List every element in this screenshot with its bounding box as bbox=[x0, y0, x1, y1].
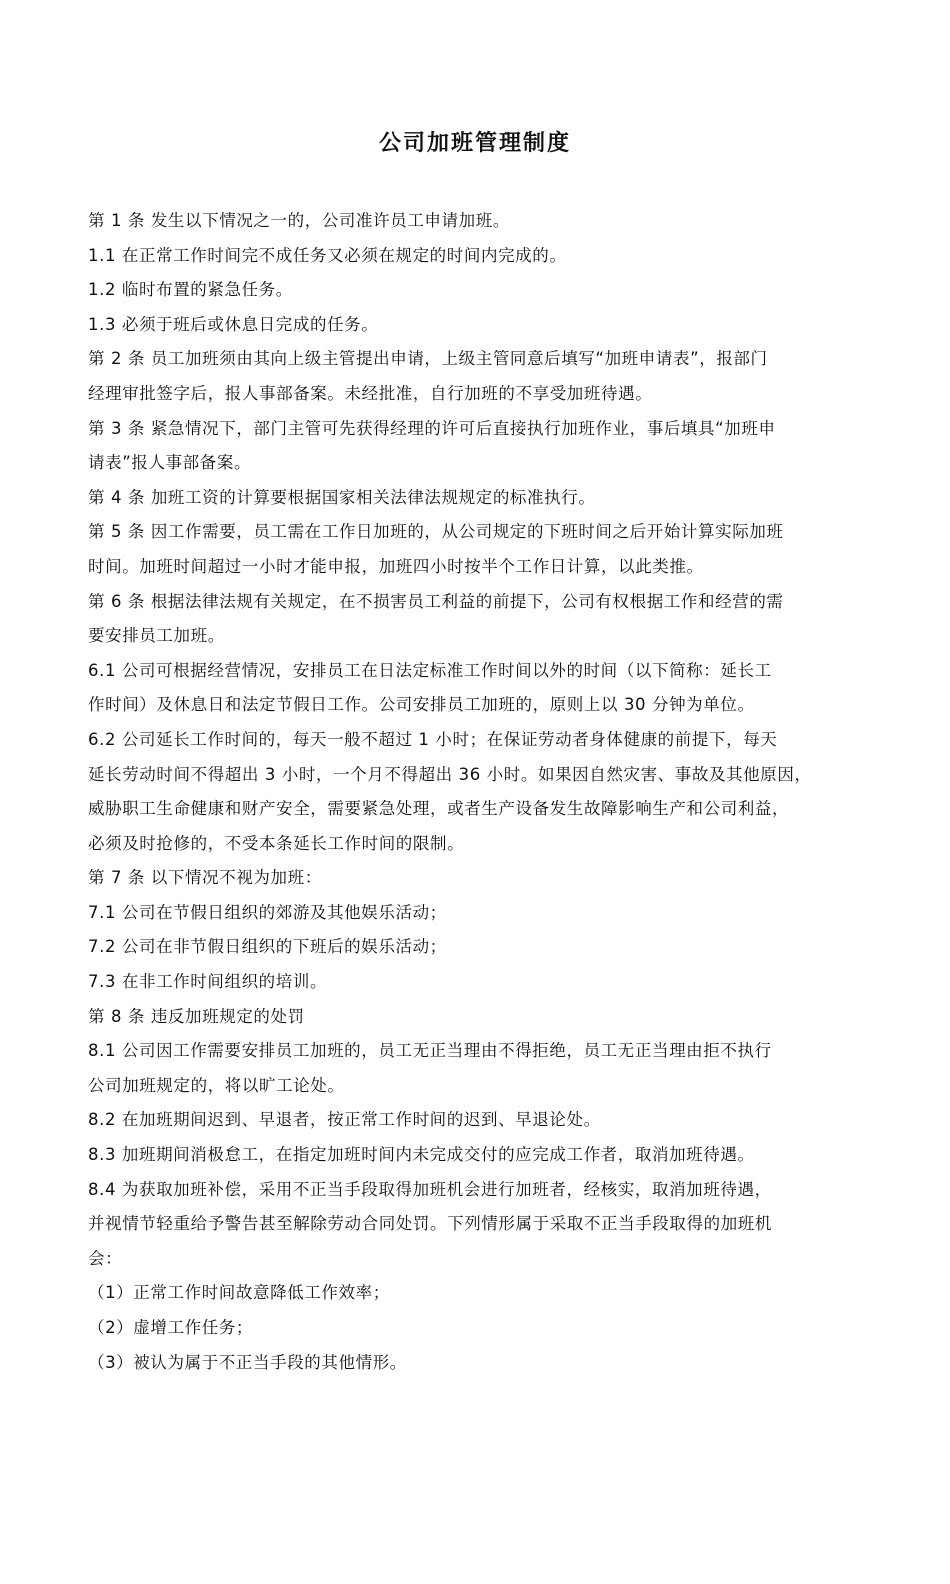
text-line: 1.2 临时布置的紧急任务。 bbox=[88, 280, 293, 300]
text-line: 第 4 条 加班工资的计算要根据国家相关法律法规规定的标准执行。 bbox=[88, 487, 596, 507]
text-line: 第 1 条 发生以下情况之一的，公司准许员工申请加班。 bbox=[88, 211, 510, 230]
text-line: 威胁职工生命健康和财产安全，需要紧急处理，或者生产设备发生故障影响生产和公司利益， bbox=[88, 799, 790, 819]
document-title: 公司加班管理制度 bbox=[378, 131, 571, 156]
text-line: 第 2 条 员工加班须由其向上级主管提出申请，上级主管同意后填写“加班申请表”，报部门 bbox=[88, 349, 768, 369]
text-line: 6.1 公司可根据经营情况，安排员工在日法定标准工作时间以外的时间（以下简称：延长工 bbox=[88, 660, 772, 680]
text-line: 公司加班规定的，将以旷工论处。 bbox=[88, 1075, 345, 1095]
text-line: 8.3 加班期间消极怠工，在指定加班时间内未完成交付的应完成工作者，取消加班待遇。 bbox=[88, 1145, 755, 1165]
text-line: 第 5 条 因工作需要，员工需在工作日加班的，从公司规定的下班时间之后开始计算实际加班 bbox=[88, 522, 784, 542]
text-line: 8.1 公司因工作需要安排员工加班的，员工无正当理由不得拒绝，员工无正当理由拒不执行 bbox=[88, 1041, 772, 1061]
text-line: 经理审批签字后，报人事部备案。未经批准，自行加班的不享受加班待遇。 bbox=[88, 383, 653, 403]
text-line: 并视情节轻重给予警告甚至解除劳动合同处罚。下列情形属于采取不正当手段取得的加班机 bbox=[88, 1214, 772, 1234]
text-line: 作时间）及休息日和法定节假日工作。公司安排员工加班的，原则上以 30 分钟为单位。 bbox=[88, 695, 755, 715]
text-line: 延长劳动时间不得超出 3 小时，一个月不得超出 36 小时。如果因自然灾害、事故及其他原因， bbox=[88, 764, 812, 784]
text-line: 1.1 在正常工作时间完不成任务又必须在规定的时间内完成的。 bbox=[88, 245, 567, 265]
text-line: 请表”报人事部备案。 bbox=[88, 453, 252, 473]
text-line: 7.2 公司在非节假日组织的下班后的娱乐活动； bbox=[88, 937, 447, 957]
text-line: （2）虚增工作任务； bbox=[88, 1318, 253, 1337]
text-line: 7.3 在非工作时间组织的培训。 bbox=[88, 972, 328, 992]
text-line: （1）正常工作时间故意降低工作效率； bbox=[88, 1283, 390, 1303]
text-line: 6.2 公司延长工作时间的，每天一般不超过 1 小时；在保证劳动者身体健康的前提下，每天 bbox=[88, 729, 778, 749]
text-line: 必须及时抢修的，不受本条延长工作时间的限制。 bbox=[88, 833, 465, 853]
document-body bbox=[88, 204, 878, 1380]
text-line: 第 8 条 违反加班规定的处罚 bbox=[88, 1006, 305, 1026]
text-line: 要安排员工加班。 bbox=[88, 626, 225, 646]
text-line: 8.4 为获取加班补偿，采用不正当手段取得加班机会进行加班者，经核实，取消加班待遇， bbox=[88, 1179, 772, 1199]
text-line: 第 7 条 以下情况不视为加班： bbox=[88, 868, 322, 888]
text-line: 8.2 在加班期间迟到、早退者，按正常工作时间的迟到、早退论处。 bbox=[88, 1110, 601, 1130]
text-line: 时间。加班时间超过一小时才能申报，加班四小时按半个工作日计算，以此类推。 bbox=[88, 556, 704, 576]
text-line: （3）被认为属于不正当手段的其他情形。 bbox=[88, 1352, 407, 1372]
text-line: 1.3 必须于班后或休息日完成的任务。 bbox=[88, 314, 379, 334]
text-line: 第 6 条 根据法律法规有关规定，在不损害员工利益的前提下，公司有权根据工作和经营的需 bbox=[88, 591, 784, 611]
text-line: 会： bbox=[88, 1248, 123, 1268]
text-line: 第 3 条 紧急情况下，部门主管可先获得经理的许可后直接执行加班作业，事后填具“加班申 bbox=[88, 418, 776, 438]
text-line: 7.1 公司在节假日组织的郊游及其他娱乐活动； bbox=[88, 902, 447, 922]
